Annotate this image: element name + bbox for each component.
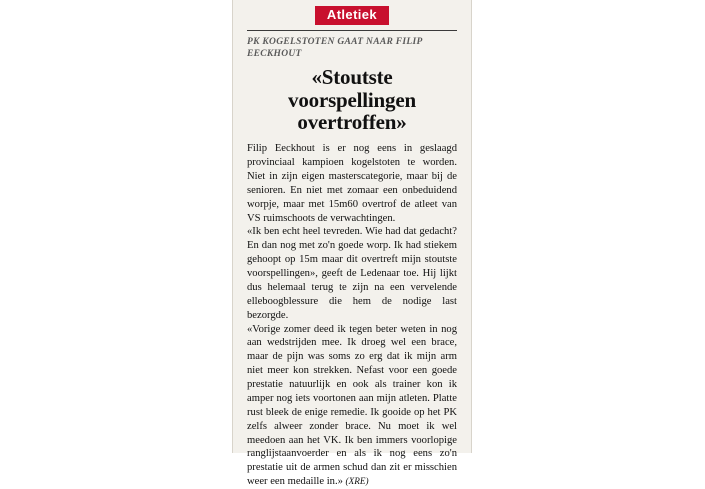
- headline-line-3: overtroffen»: [297, 109, 407, 134]
- article-paragraph-text: «Vorige zomer deed ik tegen beter weten in nog aan wedstrijden mee. Ik droeg wel een brace, maar de pijn was soms zo erg dat ik mijn arm niet meer kon strekken. Nefast voor een goede prestatie natuurlijk en ook als trainer kon ik amper nog iets voortonen aan mijn atleten. Platte rust bleek de enige remedie. Ik gooide op het PK zelfs alweer zonder brace. Nu moet ik wel meedoen aan het VK. Ik ben immers voorlopige ranglijstaanvoerder en als ik nog eens zo'n prestatie uit de armen schud dan zit er misschien weer een medaille in.»: [247, 323, 457, 488]
- right-margin: [472, 0, 705, 453]
- article-paragraph: «Ik ben echt heel tevreden. Wie had dat gedacht? En dan nog met zo'n goede worp. Ik had stiekem gehoopt op 15m maar dit overtreft mijn stoutste voorspellingen», geeft de Ledenaar toe. Hij lijkt dus helemaal terug te zijn na een vervelende elleboogblessure die hem de nodige last bezorgde.: [247, 226, 457, 321]
- article-headline: [247, 66, 457, 133]
- article-paragraph: Filip Eeckhout is er nog eens in geslaagd provinciaal kampioen kogelstoten te worden. Niet in zijn eigen masterscategorie, maar bij de senioren. En niet met zomaar een onbeduidend worpje, maar met 15m60 overtrof de atleet van VS ruimschoots de verwachtingen.: [247, 143, 457, 224]
- article-paragraph: [247, 323, 457, 489]
- newspaper-clipping: [232, 0, 472, 488]
- article-kicker: PK KOGELSTOTEN GAAT NAAR FILIP EECKHOUT: [247, 36, 423, 59]
- section-header: [247, 6, 457, 25]
- headline-line-2: voorspellingen: [288, 87, 416, 112]
- headline-line-1: «Stoutste: [311, 65, 393, 90]
- article-body: [247, 142, 457, 489]
- left-margin: [0, 0, 232, 453]
- section-badge: Atletiek: [315, 6, 389, 25]
- header-divider: [247, 30, 457, 31]
- article-byline: (XRE): [345, 476, 369, 487]
